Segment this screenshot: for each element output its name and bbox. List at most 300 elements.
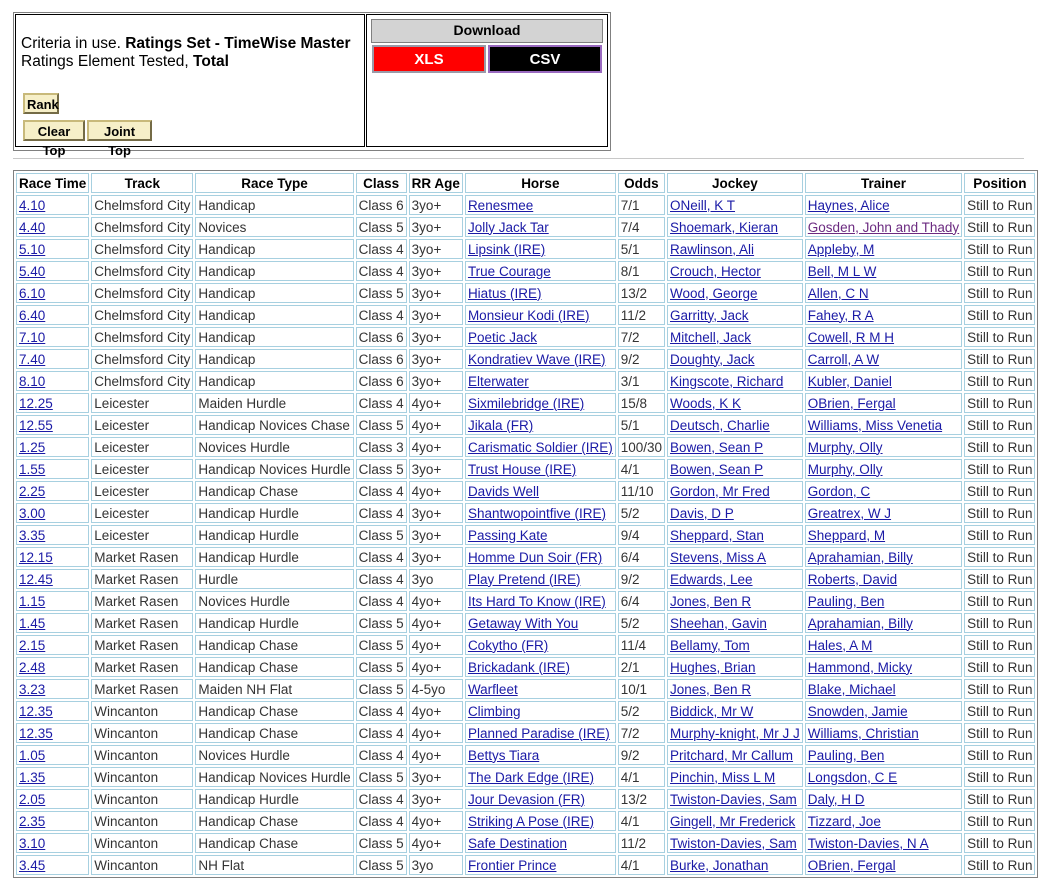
cell-race-type: Novices: [195, 217, 353, 237]
jockey-link[interactable]: Kingscote, Richard: [670, 373, 784, 389]
race-time-link[interactable]: 12.15: [19, 549, 53, 565]
jockey-link[interactable]: Stevens, Miss A: [670, 549, 767, 565]
cell-rr-age: 3yo+: [409, 305, 463, 325]
trainer-link[interactable]: Aprahamian, Billy: [807, 615, 913, 631]
cell-race-time: [16, 635, 89, 655]
cell-odds: 13/2: [618, 789, 665, 809]
cell-jockey: [667, 679, 803, 699]
cell-race-type: Hurdle: [195, 569, 353, 589]
cell-track: Leicester: [91, 415, 193, 435]
cell-class: Class 5: [356, 833, 407, 853]
race-time-link[interactable]: 2.48: [19, 659, 46, 675]
cell-position: Still to Run: [964, 657, 1035, 677]
horse-link[interactable]: Shantwopointfive (IRE): [467, 505, 607, 521]
cell-trainer: [805, 789, 962, 809]
table-row: [16, 701, 1035, 721]
jockey-link[interactable]: Gingell, Mr Frederick: [670, 813, 796, 829]
trainer-link[interactable]: Cowell, R M H: [807, 329, 895, 345]
jockey-link[interactable]: Gordon, Mr Fred: [670, 483, 770, 499]
cell-race-time: [16, 811, 89, 831]
cell-race-type: Handicap Hurdle: [195, 547, 353, 567]
horse-link[interactable]: Warfleet: [467, 681, 518, 697]
race-time-link[interactable]: 6.10: [19, 285, 46, 301]
jockey-link[interactable]: Rawlinson, Ali: [670, 241, 755, 257]
cell-horse: [465, 481, 616, 501]
race-time-link[interactable]: 4.10: [19, 197, 46, 213]
horse-link[interactable]: Elterwater: [467, 373, 529, 389]
csv-download-button[interactable]: CSV: [488, 45, 602, 73]
cell-class: Class 6: [356, 327, 407, 347]
table-row: [16, 393, 1035, 413]
cell-race-type: Handicap Hurdle: [195, 789, 353, 809]
horse-link[interactable]: Jolly Jack Tar: [467, 219, 549, 235]
cell-track: Leicester: [91, 525, 193, 545]
joint-top-button[interactable]: Joint Top: [87, 120, 152, 141]
cell-trainer: [805, 811, 962, 831]
race-time-link[interactable]: 1.55: [19, 461, 46, 477]
cell-horse: [465, 767, 616, 787]
cell-rr-age: 4yo+: [409, 833, 463, 853]
cell-jockey: [667, 745, 803, 765]
horse-link[interactable]: Poetic Jack: [467, 329, 537, 345]
jockey-link[interactable]: Davis, D P: [670, 505, 734, 521]
cell-jockey: [667, 525, 803, 545]
download-box: [366, 14, 608, 147]
cell-position: Still to Run: [964, 811, 1035, 831]
cell-track: Wincanton: [91, 855, 193, 875]
race-time-link[interactable]: 1.35: [19, 769, 46, 785]
trainer-link[interactable]: Hammond, Micky: [807, 659, 913, 675]
horse-link[interactable]: Kondratiev Wave (IRE): [467, 351, 606, 367]
horse-link[interactable]: Hiatus (IRE): [467, 285, 542, 301]
cell-horse: [465, 503, 616, 523]
cell-rr-age: 3yo: [409, 569, 463, 589]
cell-track: Chelmsford City: [91, 195, 193, 215]
divider: [13, 158, 1024, 159]
cell-class: Class 5: [356, 679, 407, 699]
jockey-link[interactable]: Bowen, Sean P: [670, 461, 764, 477]
cell-jockey: [667, 327, 803, 347]
jockey-link[interactable]: Pritchard, Mr Callum: [670, 747, 794, 763]
cell-class: Class 4: [356, 261, 407, 281]
cell-position: Still to Run: [964, 789, 1035, 809]
cell-trainer: [805, 305, 962, 325]
horse-link[interactable]: Bettys Tiara: [467, 747, 540, 763]
race-time-link[interactable]: 3.35: [19, 527, 46, 543]
horse-link[interactable]: Frontier Prince: [467, 857, 557, 873]
criteria-box: [15, 14, 365, 158]
cell-race-time: [16, 217, 89, 237]
cell-horse: [465, 613, 616, 633]
cell-odds: 6/4: [618, 591, 665, 611]
trainer-link[interactable]: Carroll, A W: [807, 351, 880, 367]
races-table: [13, 170, 1038, 878]
horse-link[interactable]: Climbing: [467, 703, 521, 719]
cell-race-type: Novices Hurdle: [195, 437, 353, 457]
jockey-link[interactable]: Twiston-Davies, Sam: [670, 791, 797, 807]
jockey-link[interactable]: Deutsch, Charlie: [670, 417, 770, 433]
table-row: [16, 547, 1035, 567]
horse-link[interactable]: The Dark Edge (IRE): [467, 769, 594, 785]
cell-class: Class 4: [356, 569, 407, 589]
cell-position: Still to Run: [964, 591, 1035, 611]
trainer-link[interactable]: Bell, M L W: [807, 263, 877, 279]
horse-link[interactable]: True Courage: [467, 263, 551, 279]
cell-jockey: [667, 855, 803, 875]
race-time-link[interactable]: 3.45: [19, 857, 46, 873]
jockey-link[interactable]: Sheehan, Gavin: [670, 615, 767, 631]
cell-track: Chelmsford City: [91, 239, 193, 259]
cell-rr-age: 4yo+: [409, 723, 463, 743]
table-row: [16, 569, 1035, 589]
cell-odds: 11/4: [618, 635, 665, 655]
cell-race-time: [16, 481, 89, 501]
horse-link[interactable]: Getaway With You: [467, 615, 579, 631]
jockey-link[interactable]: Bellamy, Tom: [670, 637, 750, 653]
trainer-link[interactable]: Twiston-Davies, N A: [807, 835, 929, 851]
jockey-link[interactable]: Hughes, Brian: [670, 659, 756, 675]
cell-odds: 7/2: [618, 723, 665, 743]
trainer-link[interactable]: Hales, A M: [807, 637, 873, 653]
trainer-link[interactable]: Gosden, John and Thady: [807, 219, 960, 235]
cell-class: Class 5: [356, 767, 407, 787]
jockey-link[interactable]: Sheppard, Stan: [670, 527, 764, 543]
jockey-link[interactable]: Biddick, Mr W: [670, 703, 754, 719]
race-time-link[interactable]: 12.55: [19, 417, 53, 433]
horse-link[interactable]: Passing Kate: [467, 527, 548, 543]
trainer-link[interactable]: Aprahamian, Billy: [807, 549, 913, 565]
cell-track: Chelmsford City: [91, 261, 193, 281]
cell-horse: [465, 459, 616, 479]
cell-class: Class 6: [356, 349, 407, 369]
xls-download-button[interactable]: XLS: [372, 45, 486, 73]
jockey-link[interactable]: Twiston-Davies, Sam: [670, 835, 797, 851]
horse-link[interactable]: Renesmee: [467, 197, 534, 213]
race-time-link[interactable]: 3.23: [19, 681, 46, 697]
race-time-link[interactable]: 5.10: [19, 241, 46, 257]
cell-track: Chelmsford City: [91, 217, 193, 237]
race-time-link[interactable]: 5.40: [19, 263, 46, 279]
cell-track: Leicester: [91, 393, 193, 413]
cell-track: Wincanton: [91, 811, 193, 831]
race-time-link[interactable]: 7.40: [19, 351, 46, 367]
cell-race-type: Handicap: [195, 239, 353, 259]
cell-race-time: [16, 657, 89, 677]
trainer-link[interactable]: OBrien, Fergal: [807, 395, 896, 411]
trainer-link[interactable]: Blake, Michael: [807, 681, 896, 697]
cell-rr-age: 3yo+: [409, 459, 463, 479]
jockey-link[interactable]: ONeill, K T: [670, 197, 736, 213]
cell-track: Market Rasen: [91, 547, 193, 567]
cell-trainer: [805, 349, 962, 369]
cell-class: Class 5: [356, 283, 407, 303]
cell-class: Class 4: [356, 701, 407, 721]
trainer-link[interactable]: Snowden, Jamie: [807, 703, 908, 719]
cell-horse: [465, 525, 616, 545]
cell-horse: [465, 371, 616, 391]
clear-top-button[interactable]: Clear Top: [23, 120, 85, 141]
cell-trainer: [805, 679, 962, 699]
jockey-link[interactable]: Crouch, Hector: [670, 263, 761, 279]
cell-odds: 13/2: [618, 283, 665, 303]
cell-position: Still to Run: [964, 701, 1035, 721]
race-time-link[interactable]: 1.25: [19, 439, 46, 455]
trainer-link[interactable]: Roberts, David: [807, 571, 898, 587]
table-row: [16, 459, 1035, 479]
cell-jockey: [667, 349, 803, 369]
jockey-link[interactable]: Mitchell, Jack: [670, 329, 752, 345]
column-header-rr-age: RR Age: [409, 173, 463, 193]
trainer-link[interactable]: Daly, H D: [807, 791, 865, 807]
jockey-link[interactable]: Burke, Jonathan: [670, 857, 769, 873]
cell-odds: 9/2: [618, 349, 665, 369]
cell-race-time: [16, 459, 89, 479]
race-time-link[interactable]: 12.35: [19, 725, 53, 741]
trainer-link[interactable]: Gordon, C: [807, 483, 871, 499]
horse-link[interactable]: Jikala (FR): [467, 417, 534, 433]
cell-position: Still to Run: [964, 767, 1035, 787]
cell-horse: [465, 657, 616, 677]
element-prefix: Ratings Element Tested,: [21, 53, 194, 70]
cell-track: Leicester: [91, 503, 193, 523]
race-time-link[interactable]: 7.10: [19, 329, 46, 345]
cell-track: Wincanton: [91, 833, 193, 853]
horse-link[interactable]: Cokytho (FR): [467, 637, 549, 653]
cell-rr-age: 4yo+: [409, 415, 463, 435]
cell-position: Still to Run: [964, 723, 1035, 743]
horse-link[interactable]: Play Pretend (IRE): [467, 571, 581, 587]
race-time-link[interactable]: 12.25: [19, 395, 53, 411]
cell-jockey: [667, 415, 803, 435]
cell-class: Class 4: [356, 745, 407, 765]
cell-odds: 11/2: [618, 833, 665, 853]
horse-link[interactable]: Carismatic Soldier (IRE): [467, 439, 613, 455]
cell-jockey: [667, 481, 803, 501]
cell-class: Class 4: [356, 591, 407, 611]
horse-link[interactable]: Its Hard To Know (IRE): [467, 593, 606, 609]
jockey-link[interactable]: Garritty, Jack: [670, 307, 749, 323]
cell-odds: 5/1: [618, 239, 665, 259]
cell-jockey: [667, 503, 803, 523]
table-row: [16, 789, 1035, 809]
cell-position: Still to Run: [964, 745, 1035, 765]
cell-rr-age: 4yo+: [409, 811, 463, 831]
table-row: [16, 283, 1035, 303]
trainer-link[interactable]: Tizzard, Joe: [807, 813, 881, 829]
jockey-link[interactable]: Pinchin, Miss L M: [670, 769, 776, 785]
cell-race-type: Handicap Hurdle: [195, 525, 353, 545]
trainer-link[interactable]: Allen, C N: [807, 285, 869, 301]
cell-class: Class 4: [356, 503, 407, 523]
race-time-link[interactable]: 2.35: [19, 813, 46, 829]
cell-race-time: [16, 261, 89, 281]
criteria-prefix: Criteria in use.: [21, 35, 126, 52]
cell-race-time: [16, 745, 89, 765]
cell-race-time: [16, 547, 89, 567]
cell-trainer: [805, 217, 962, 237]
trainer-link[interactable]: Williams, Miss Venetia: [807, 417, 943, 433]
race-time-link[interactable]: 2.25: [19, 483, 46, 499]
cell-rr-age: 3yo+: [409, 525, 463, 545]
jockey-link[interactable]: Woods, K K: [670, 395, 742, 411]
cell-trainer: [805, 701, 962, 721]
column-header-position: Position: [964, 173, 1035, 193]
cell-rr-age: 4yo+: [409, 613, 463, 633]
table-row: [16, 195, 1035, 215]
cell-rr-age: 3yo+: [409, 503, 463, 523]
criteria-panel: [13, 12, 611, 158]
race-time-link[interactable]: 2.05: [19, 791, 46, 807]
horse-link[interactable]: Safe Destination: [467, 835, 567, 851]
cell-track: Chelmsford City: [91, 371, 193, 391]
horse-link[interactable]: Brickadank (IRE): [467, 659, 570, 675]
cell-race-time: [16, 591, 89, 611]
column-header-race-time: Race Time: [16, 173, 89, 193]
cell-track: Wincanton: [91, 767, 193, 787]
column-header-class: Class: [356, 173, 407, 193]
race-time-link[interactable]: 6.40: [19, 307, 46, 323]
cell-class: Class 4: [356, 723, 407, 743]
cell-horse: [465, 591, 616, 611]
cell-position: Still to Run: [964, 569, 1035, 589]
cell-rr-age: 3yo+: [409, 349, 463, 369]
cell-race-type: NH Flat: [195, 855, 353, 875]
horse-link[interactable]: Homme Dun Soir (FR): [467, 549, 603, 565]
horse-link[interactable]: Planned Paradise (IRE): [467, 725, 610, 741]
trainer-link[interactable]: Greatrex, W J: [807, 505, 892, 521]
trainer-link[interactable]: Murphy, Olly: [807, 439, 883, 455]
horse-link[interactable]: Sixmilebridge (IRE): [467, 395, 585, 411]
cell-class: Class 5: [356, 459, 407, 479]
horse-link[interactable]: Davids Well: [467, 483, 539, 499]
cell-odds: 5/2: [618, 613, 665, 633]
horse-link[interactable]: Monsieur Kodi (IRE): [467, 307, 590, 323]
table-row: [16, 833, 1035, 853]
trainer-link[interactable]: Appleby, M: [807, 241, 875, 257]
jockey-link[interactable]: Edwards, Lee: [670, 571, 753, 587]
cell-trainer: [805, 833, 962, 853]
trainer-link[interactable]: Longsdon, C E: [807, 769, 898, 785]
cell-position: Still to Run: [964, 239, 1035, 259]
cell-race-time: [16, 723, 89, 743]
cell-trainer: [805, 195, 962, 215]
cell-rr-age: 3yo+: [409, 789, 463, 809]
jockey-link[interactable]: Shoemark, Kieran: [670, 219, 779, 235]
horse-link[interactable]: Jour Devasion (FR): [467, 791, 585, 807]
race-time-link[interactable]: 1.05: [19, 747, 46, 763]
cell-rr-age: 4yo+: [409, 437, 463, 457]
jockey-link[interactable]: Bowen, Sean P: [670, 439, 764, 455]
jockey-link[interactable]: Jones, Ben R: [670, 593, 752, 609]
table-row: [16, 481, 1035, 501]
cell-trainer: [805, 745, 962, 765]
trainer-link[interactable]: OBrien, Fergal: [807, 857, 896, 873]
race-time-link[interactable]: 3.10: [19, 835, 46, 851]
cell-odds: 4/1: [618, 855, 665, 875]
cell-position: Still to Run: [964, 635, 1035, 655]
cell-jockey: [667, 811, 803, 831]
cell-odds: 4/1: [618, 459, 665, 479]
race-time-link[interactable]: 4.40: [19, 219, 46, 235]
cell-race-time: [16, 767, 89, 787]
cell-jockey: [667, 437, 803, 457]
horse-link[interactable]: Trust House (IRE): [467, 461, 577, 477]
cell-class: Class 5: [356, 657, 407, 677]
rank-button[interactable]: Rank: [23, 93, 59, 114]
cell-trainer: [805, 327, 962, 347]
jockey-link[interactable]: Jones, Ben R: [670, 681, 752, 697]
cell-track: Chelmsford City: [91, 305, 193, 325]
trainer-link[interactable]: Pauling, Ben: [807, 593, 885, 609]
cell-rr-age: 4yo+: [409, 745, 463, 765]
cell-odds: 2/1: [618, 657, 665, 677]
cell-race-type: Handicap: [195, 327, 353, 347]
cell-rr-age: 3yo+: [409, 261, 463, 281]
cell-jockey: [667, 701, 803, 721]
race-time-link[interactable]: 3.00: [19, 505, 46, 521]
cell-position: Still to Run: [964, 349, 1035, 369]
cell-horse: [465, 349, 616, 369]
trainer-link[interactable]: Williams, Christian: [807, 725, 919, 741]
jockey-link[interactable]: Doughty, Jack: [670, 351, 755, 367]
cell-horse: [465, 305, 616, 325]
cell-odds: 7/1: [618, 195, 665, 215]
race-time-link[interactable]: 1.15: [19, 593, 46, 609]
trainer-link[interactable]: Pauling, Ben: [807, 747, 885, 763]
cell-jockey: [667, 195, 803, 215]
jockey-link[interactable]: Wood, George: [670, 285, 758, 301]
race-time-link[interactable]: 12.45: [19, 571, 53, 587]
race-time-link[interactable]: 1.45: [19, 615, 46, 631]
cell-horse: [465, 679, 616, 699]
cell-horse: [465, 327, 616, 347]
cell-race-time: [16, 415, 89, 435]
trainer-link[interactable]: Murphy, Olly: [807, 461, 883, 477]
race-time-link[interactable]: 8.10: [19, 373, 46, 389]
cell-jockey: [667, 305, 803, 325]
race-time-link[interactable]: 12.35: [19, 703, 53, 719]
cell-jockey: [667, 591, 803, 611]
cell-race-type: Handicap Hurdle: [195, 613, 353, 633]
cell-jockey: [667, 723, 803, 743]
cell-class: Class 4: [356, 305, 407, 325]
cell-odds: 9/2: [618, 569, 665, 589]
race-time-link[interactable]: 2.15: [19, 637, 46, 653]
cell-race-type: Handicap Novices Hurdle: [195, 767, 353, 787]
cell-track: Market Rasen: [91, 679, 193, 699]
cell-odds: 9/2: [618, 745, 665, 765]
trainer-link[interactable]: Haynes, Alice: [807, 197, 890, 213]
cell-race-time: [16, 327, 89, 347]
trainer-link[interactable]: Sheppard, M: [807, 527, 886, 543]
cell-rr-age: 3yo+: [409, 239, 463, 259]
cell-class: Class 6: [356, 371, 407, 391]
trainer-link[interactable]: Kubler, Daniel: [807, 373, 892, 389]
trainer-link[interactable]: Fahey, R A: [807, 307, 874, 323]
cell-class: Class 4: [356, 393, 407, 413]
cell-rr-age: 3yo+: [409, 195, 463, 215]
cell-race-type: Handicap Chase: [195, 701, 353, 721]
cell-horse: [465, 195, 616, 215]
cell-rr-age: 4yo+: [409, 657, 463, 677]
cell-race-time: [16, 371, 89, 391]
horse-link[interactable]: Striking A Pose (IRE): [467, 813, 594, 829]
jockey-link[interactable]: Murphy-knight, Mr J J: [670, 725, 800, 741]
table-row: [16, 305, 1035, 325]
horse-link[interactable]: Lipsink (IRE): [467, 241, 546, 257]
cell-class: Class 5: [356, 415, 407, 435]
cell-position: Still to Run: [964, 855, 1035, 875]
